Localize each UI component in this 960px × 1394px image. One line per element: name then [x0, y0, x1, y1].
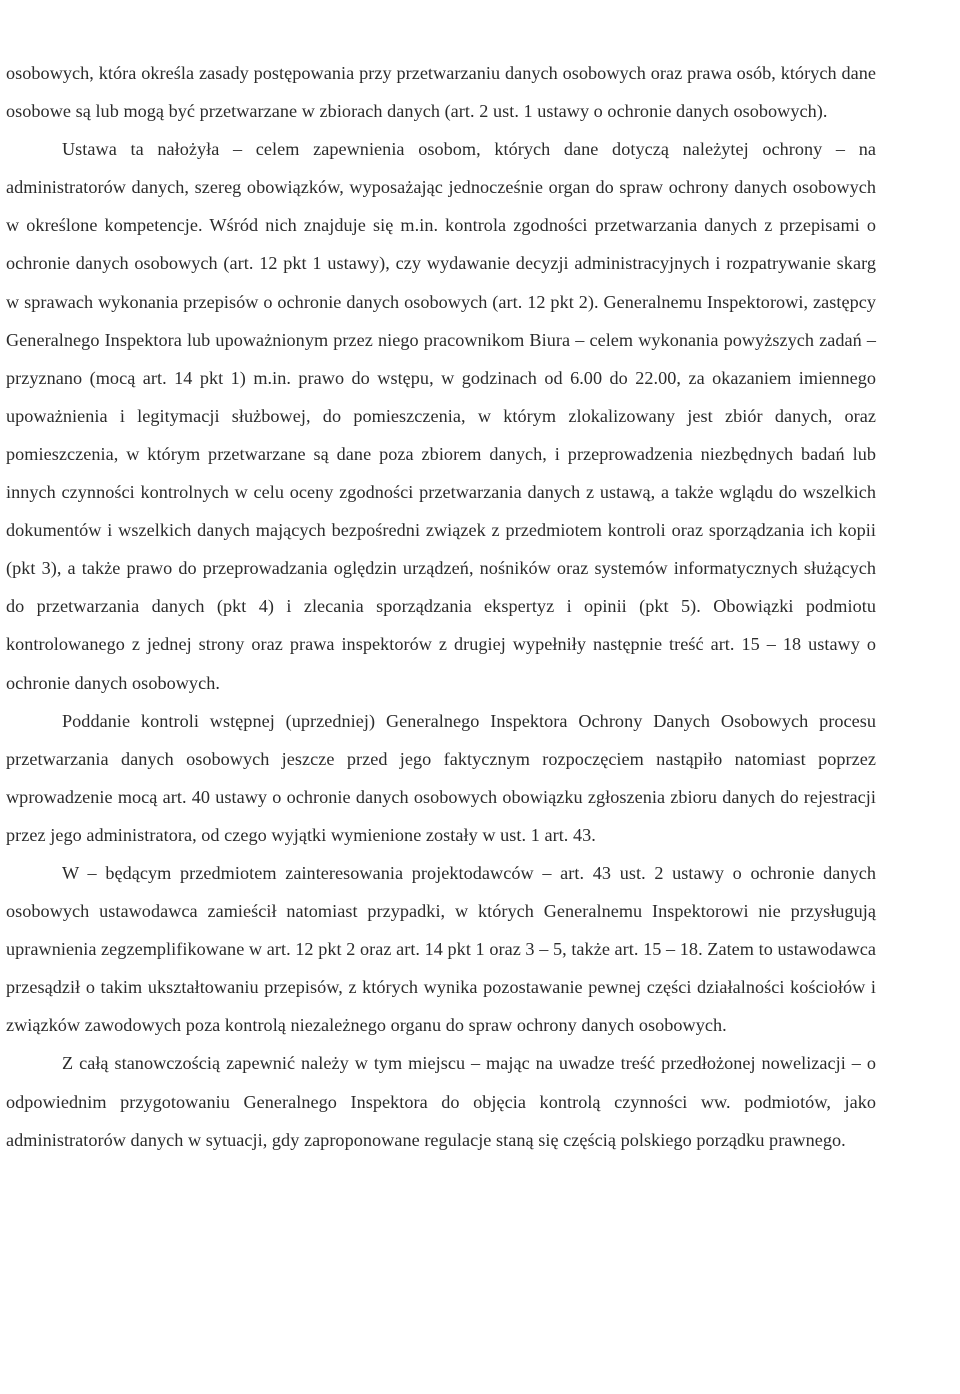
paragraph: Poddanie kontroli wstępnej (uprzedniej) Generalnego Inspektora Ochrony Danych Osobowych procesu przetwarzania danych osobowych jeszcze przed jego faktycznym rozpoczęciem nastąpiło natomiast poprzez wprowadzenie mocą art. 40 ustawy o ochronie danych osobowych obowiązku zgłoszenia zbioru danych do rejestracji przez jego administratora, od czego wyjątki wymienione zostały w ust. 1 art. 43.: [6, 710, 876, 845]
body-text: [6, 54, 876, 1159]
paragraph-continuation: osobowych, która określa zasady postępowania przy przetwarzaniu danych osobowych oraz prawa osób, których dane osobowe są lub mogą być przetwarzane w zbiorach danych (art. 2 ust. 1 ustawy o ochronie danych osobowych).: [6, 63, 876, 122]
paragraph: W – będącym przedmiotem zainteresowania projektodawców – art. 43 ust. 2 ustawy o ochronie danych osobowych ustawodawca zamieścił natomiast przypadki, w których Generalnemu Inspektorowi nie przysługują uprawnienia zegzemplifikowane w art. 12 pkt 2 oraz art. 14 pkt 1 oraz 3 – 5, także art. 15 – 18. Zatem to ustawodawca przesądził o takim ukształtowaniu przepisów, z których wynika pozostawanie pewnej części działalności kościołów i związków zawodowych poza kontrolą niezależnego organu do spraw ochrony danych osobowych.: [6, 862, 876, 1036]
paragraph: Z całą stanowczością zapewnić należy w tym miejscu – mając na uwadze treść przedłożonej nowelizacji – o odpowiednim przygotowaniu Generalnego Inspektora do objęcia kontrolą czynności ww. podmiotów, jako administratorów danych w sytuacji, gdy zaproponowane regulacje staną się częścią polskiego porządku prawnego.: [6, 1053, 876, 1150]
paragraph: Ustawa ta nałożyła – celem zapewnienia osobom, których dane dotyczą należytej ochrony – na administratorów danych, szereg obowiązków, wyposażając jednocześnie organ do spraw ochrony danych osobowych w określone kompetencje. Wśród nich znajduje się m.in. kontrola zgodności przetwarzania danych z przepisami o ochronie danych osobowych (art. 12 pkt 1 ustawy), czy wydawanie decyzji administracyjnych i rozpatrywanie skarg w sprawach wykonania przepisów o ochronie danych osobowych (art. 12 pkt 2). Generalnemu Inspektorowi, zastępcy Generalnego Inspektora lub upoważnionym przez niego pracownikom Biura – celem wykonania powyższych zadań – przyznano (mocą art. 14 pkt 1) m.in. prawo do wstępu, w godzinach od 6.00 do 22.00, za okazaniem imiennego upoważnienia i legitymacji służbowej, do pomieszczenia, w którym zlokalizowany jest zbiór danych, oraz pomieszczenia, w którym przetwarzane są dane poza zbiorem danych, i przeprowadzenia niezbędnych badań lub innych czynności kontrolnych w celu oceny zgodności przetwarzania danych z ustawą, a także wglądu do wszelkich dokumentów i wszelkich danych mających bezpośredni związek z przedmiotem kontroli oraz sporządzania ich kopii (pkt 3), a także prawo do przeprowadzania oględzin urządzeń, nośników oraz systemów informatycznych służących do przetwarzania danych (pkt 4) i zlecania sporządzania ekspertyz i opinii (pkt 5). Obowiązki podmiotu kontrolowanego z jednej strony oraz prawa inspektorów z drugiej wypełniły następnie treść art. 15 – 18 ustawy o ochronie danych osobowych.: [6, 139, 876, 693]
